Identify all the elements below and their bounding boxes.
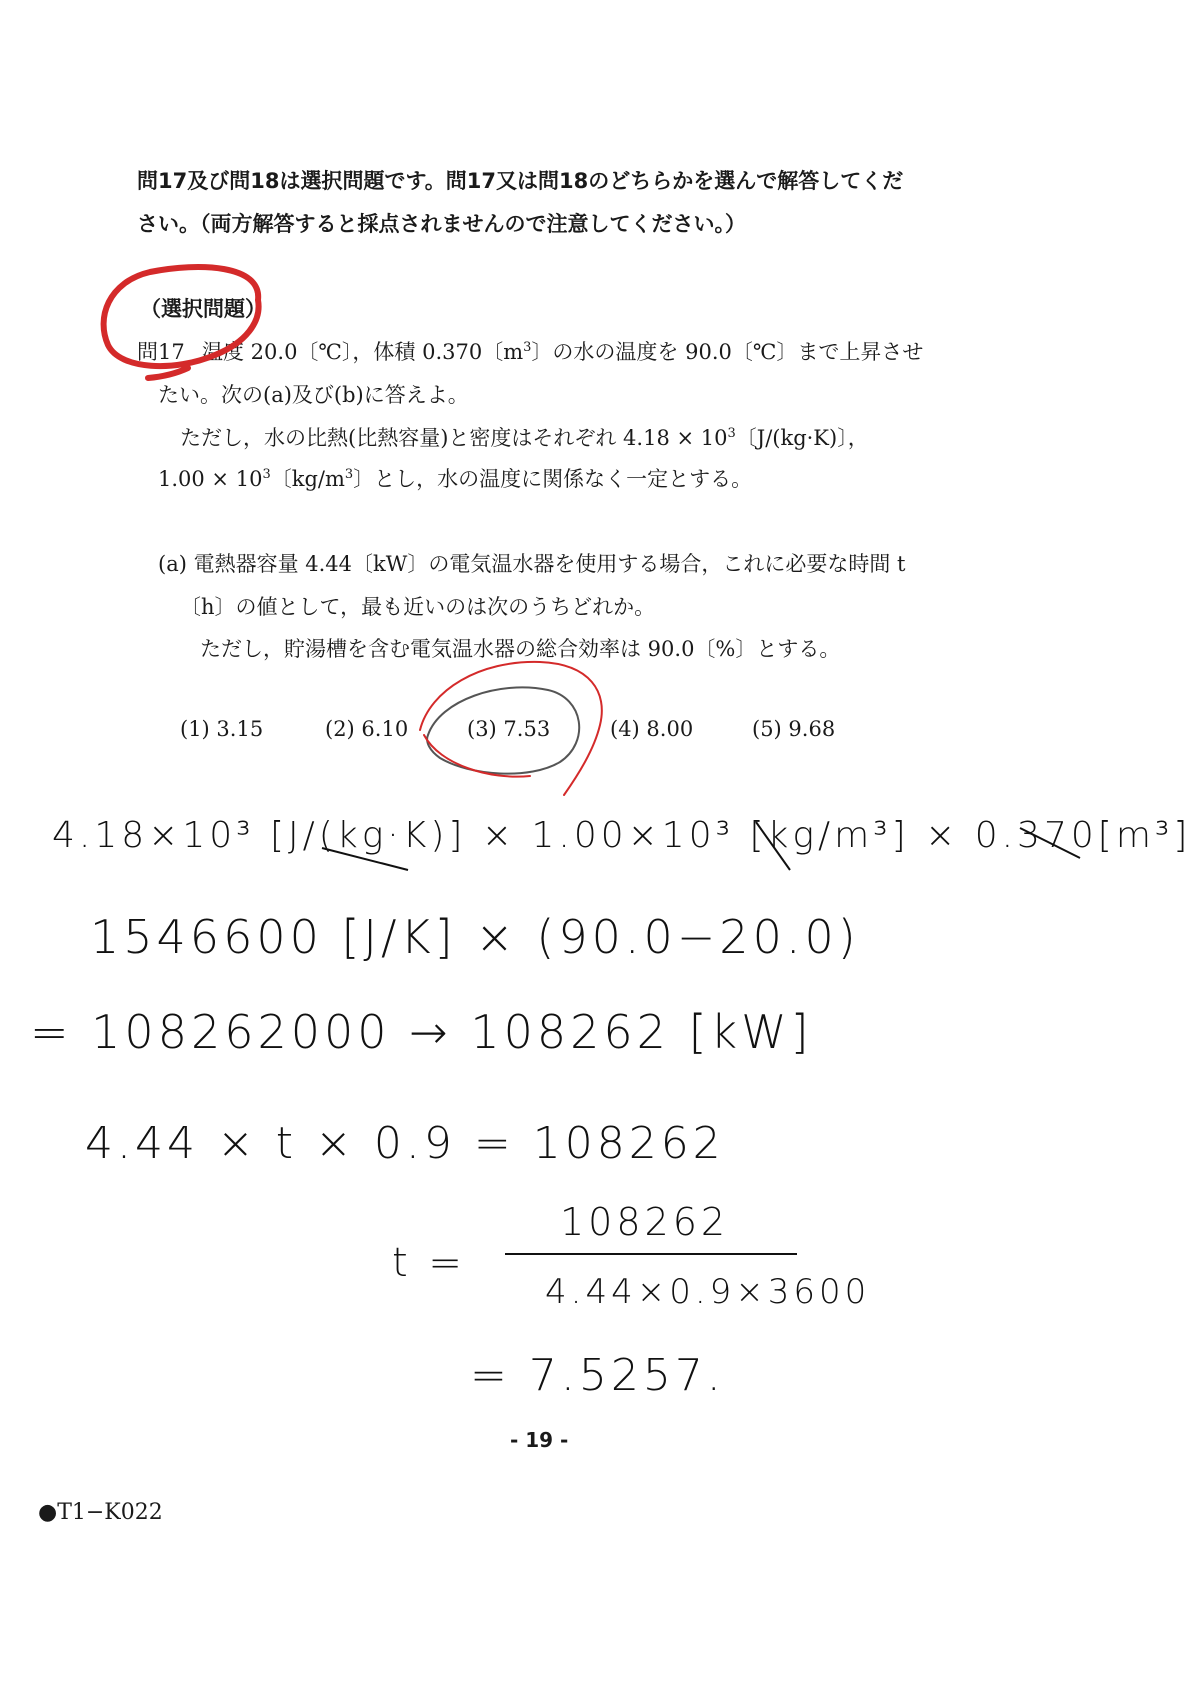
page-number: - 19 - <box>510 1428 569 1452</box>
question-line-1: 温度 20.0〔℃〕，体積 0.370〔$m^3$〕の水の温度を 90.0〔℃〕まで上昇させ <box>202 340 924 364</box>
handwriting-denominator: 4.44×0.9×3600 <box>545 1272 871 1312</box>
choice-4: (4) 8.00 <box>610 717 694 741</box>
part-a-line-2: 〔h〕の値として，最も近いのは次のうちどれか。 <box>180 595 656 619</box>
red-circle-answer <box>420 662 602 795</box>
choice-1: (1) 3.15 <box>180 717 264 741</box>
footer-code: ●T1−K022 <box>38 1500 163 1525</box>
choice-2: (2) 6.10 <box>325 717 409 741</box>
handwriting-result: = 7.5257. <box>470 1350 725 1401</box>
question-line-3: ただし，水の比熱(比熱容量)と密度はそれぞれ $4.18 \times 10^3$〔J/(kg·K)〕， <box>180 426 869 450</box>
question-line-2: たい。次の(a)及び(b)に答えよ。 <box>158 383 469 407</box>
red-circle-section-label <box>104 267 259 378</box>
choice-5: (5) 9.68 <box>752 717 836 741</box>
question-line-4: $1.00 \times 10^3$〔$kg/m^3$〕とし，水の温度に関係なく一定とする。 <box>158 467 753 491</box>
section-label: （選択問題） <box>140 297 266 321</box>
part-a-line-1: (a) 電熱器容量 4.44〔kW〕の電気温水器を使用する場合，これに必要な時間 t <box>158 552 906 576</box>
handwriting-t-label: t = <box>392 1240 466 1286</box>
handwriting-numerator: 108262 <box>560 1200 730 1244</box>
part-a-line-3: ただし，貯湯槽を含む電気温水器の総合効率は 90.0〔%〕とする。 <box>200 637 841 661</box>
handwriting-line-3: = 108262000 → 108262 [kW] <box>30 1005 813 1059</box>
notice-line-2: さい。（両方解答すると採点されませんので注意してください。） <box>137 212 746 236</box>
handwriting-line-2: 1546600 [J/K] × (90.0−20.0) <box>90 910 860 964</box>
handwriting-line-4: 4.44 × t × 0.9 = 108262 <box>85 1118 725 1169</box>
question-number: 問17 <box>137 340 185 364</box>
handwriting-line-1: 4.18×10³ [J/(kg·K)] × 1.00×10³ [kg/m³] × 0.370[m³] <box>52 815 1192 856</box>
choice-3: (3) 7.53 <box>467 717 551 741</box>
notice-line-1: 問17及び問18は選択問題です。問17又は問18のどちらかを選んで解答してくだ <box>137 169 904 193</box>
